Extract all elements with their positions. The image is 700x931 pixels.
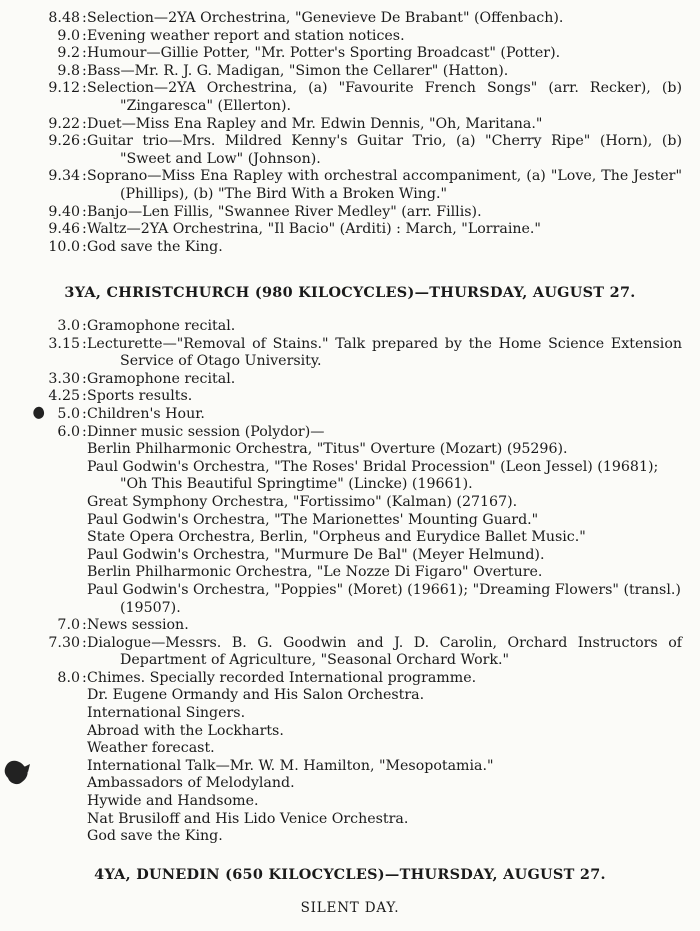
programme-subitem: God save the King.	[87, 828, 223, 845]
entry-time: 9.0	[57, 27, 80, 44]
entry-time: 7.30	[48, 634, 80, 651]
entry-description: Lecturette—"Removal of Stains." Talk prepared by the Home Science Extension Service of Otago University.	[87, 335, 682, 370]
entry-description: Waltz—2YA Orchestrina, "Il Bacio" (Arditi) : March, "Lorraine."	[87, 221, 541, 238]
programme-entry	[0, 168, 700, 203]
programme-entry	[0, 424, 700, 442]
programme-entry	[0, 204, 700, 222]
programme-entry	[0, 406, 700, 424]
programme-subitem: Ambassadors of Melodyland.	[87, 775, 295, 792]
entry-time: 8.48	[48, 10, 80, 26]
section-heading-3ya: 3YA, CHRISTCHURCH (980 KILOCYCLES)—THURSDAY, AUGUST 27.	[64, 284, 636, 301]
entry-time: 9.40	[48, 203, 80, 220]
entry-description: Selection—2YA Orchestrina, "Genevieve De Brabant" (Offenbach).	[87, 10, 564, 26]
entry-separator: :	[82, 62, 87, 79]
entry-description: Guitar trio—Mrs. Mildred Kenny's Guitar Trio, (a) "Cherry Ripe" (Horn), (b) "Sweet and Low" (Johnson).	[87, 133, 682, 167]
programme-entry	[0, 63, 700, 81]
entry-description: Gramophone recital.	[87, 318, 236, 334]
entry-separator: :	[82, 617, 87, 634]
entry-separator: :	[82, 335, 87, 352]
entry-time: 3.0	[57, 318, 80, 334]
programme-entry	[0, 28, 700, 46]
section-heading-4ya: 4YA, DUNEDIN (650 KILOCYCLES)—THURSDAY, AUGUST 27.	[94, 866, 606, 883]
programme-subitem: Paul Godwin's Orchestra, "Poppies" (Moret) (19661); "Dreaming Flowers" (transl.) (19507).	[87, 581, 681, 616]
programme-entry	[0, 133, 700, 168]
entry-time: 9.22	[48, 115, 80, 132]
entry-description: Soprano—Miss Ena Rapley with orchestral accompaniment, (a) "Love, The Jester" (Phillips), (b) "The Bird With a Broken Wing."	[87, 168, 682, 202]
programme-entry	[0, 336, 700, 371]
programme-3ya-list	[0, 318, 700, 846]
entry-time: 9.8	[57, 62, 80, 79]
entry-separator: :	[82, 370, 87, 387]
entry-description: Selection—2YA Orchestrina, (a) "Favourite French Songs" (arr. Recker), (b) "Zingaresca" (Ellerton).	[87, 80, 682, 114]
programme-subitem: Paul Godwin's Orchestra, "The Roses' Bridal Procession" (Leon Jessel) (19681); "Oh This Beautiful Springtime" (Lincke) (19661).	[87, 458, 659, 493]
entry-description: News session.	[87, 617, 189, 634]
entry-time: 9.2	[57, 45, 80, 62]
programme-entry	[0, 318, 700, 336]
entry-description: Children's Hour.	[87, 405, 205, 422]
entry-description: God save the King.	[87, 238, 223, 255]
entry-description: Bass—Mr. R. J. G. Madigan, "Simon the Cellarer" (Hatton).	[87, 62, 509, 79]
entry-separator: :	[82, 318, 87, 334]
programme-entry	[0, 116, 700, 134]
programme-subitem: State Opera Orchestra, Berlin, "Orpheus and Eurydice Ballet Music."	[87, 529, 586, 546]
entry-separator: :	[82, 80, 87, 97]
entry-time: 4.25	[48, 388, 80, 405]
programme-subitem: Nat Brusiloff and His Lido Venice Orchestra.	[87, 810, 409, 827]
programme-2ya-list	[0, 10, 700, 256]
entry-time: 8.0	[57, 669, 80, 686]
programme-entry	[0, 635, 700, 670]
entry-description: Duet—Miss Ena Rapley and Mr. Edwin Dennis, "Oh, Maritana."	[87, 115, 543, 132]
entry-time: 9.34	[48, 168, 80, 185]
entry-time: 9.26	[48, 133, 80, 150]
programme-entry	[0, 80, 700, 115]
programme-subitem: Hywide and Handsome.	[87, 793, 259, 810]
programme-subitem: Dr. Eugene Ormandy and His Salon Orchestra.	[87, 687, 425, 704]
programme-entry	[0, 221, 700, 239]
programme-subitem: Paul Godwin's Orchestra, "Murmure De Bal" (Meyer Helmund).	[87, 546, 545, 563]
silent-day-note: SILENT DAY.	[300, 900, 400, 916]
entry-separator: :	[82, 669, 87, 686]
programme-subitem: International Singers.	[87, 705, 246, 722]
programme-entry	[0, 617, 700, 635]
entry-separator: :	[82, 634, 87, 651]
programme-subitem: Paul Godwin's Orchestra, "The Marionettes' Mounting Guard."	[87, 511, 539, 528]
programme-entry	[0, 10, 700, 28]
entry-separator: :	[82, 221, 87, 238]
entry-time: 5.0	[57, 405, 80, 422]
entry-time: 9.12	[48, 80, 80, 97]
entry-separator: :	[82, 27, 87, 44]
entry-separator: :	[82, 405, 87, 422]
ink-smudge-mark	[2, 756, 32, 788]
entry-time: 10.0	[48, 238, 80, 255]
entry-separator: :	[82, 45, 87, 62]
programme-subitem: Weather forecast.	[87, 740, 215, 757]
programme-subitem: Berlin Philharmonic Orchestra, "Titus" Overture (Mozart) (95296).	[87, 441, 568, 458]
entry-separator: :	[82, 10, 87, 26]
entry-time: 7.0	[57, 617, 80, 634]
entry-description: Banjo—Len Fillis, "Swannee River Medley" (arr. Fillis).	[87, 203, 482, 220]
entry-description: Dialogue—Messrs. B. G. Goodwin and J. D. Carolin, Orchard Instructors of Department of Agriculture, "Seasonal Orchard Work."	[87, 634, 682, 669]
programme-subitem: Berlin Philharmonic Orchestra, "Le Nozze Di Figaro" Overture.	[87, 564, 543, 581]
entry-separator: :	[82, 388, 87, 405]
entry-description: Gramophone recital.	[87, 370, 236, 387]
programme-subitem: International Talk—Mr. W. M. Hamilton, "Mesopotamia."	[87, 757, 494, 774]
entry-description: Sports results.	[87, 388, 193, 405]
entry-separator: :	[82, 133, 87, 150]
programme-entry	[0, 45, 700, 63]
programme-subitem: Abroad with the Lockharts.	[87, 722, 284, 739]
entry-separator: :	[82, 423, 87, 440]
entry-separator: :	[82, 203, 87, 220]
ink-smudge-mark	[32, 404, 46, 422]
entry-description: Dinner music session (Polydor)—	[87, 423, 325, 440]
entry-time: 6.0	[57, 423, 80, 440]
entry-separator: :	[82, 115, 87, 132]
entry-time: 3.30	[48, 370, 80, 387]
programme-entry	[0, 239, 700, 257]
entry-time: 3.15	[48, 335, 80, 352]
entry-description: Humour—Gillie Potter, "Mr. Potter's Sporting Broadcast" (Potter).	[87, 45, 561, 62]
entry-separator: :	[82, 238, 87, 255]
entry-description: Evening weather report and station notices.	[87, 27, 405, 44]
entry-description: Chimes. Specially recorded International programme.	[87, 669, 477, 686]
programme-entry	[0, 371, 700, 389]
entry-separator: :	[82, 168, 87, 185]
programme-entry	[0, 670, 700, 688]
programme-entry	[0, 388, 700, 406]
entry-time: 9.46	[48, 221, 80, 238]
programme-subitem: Great Symphony Orchestra, "Fortissimo" (Kalman) (27167).	[87, 493, 518, 510]
